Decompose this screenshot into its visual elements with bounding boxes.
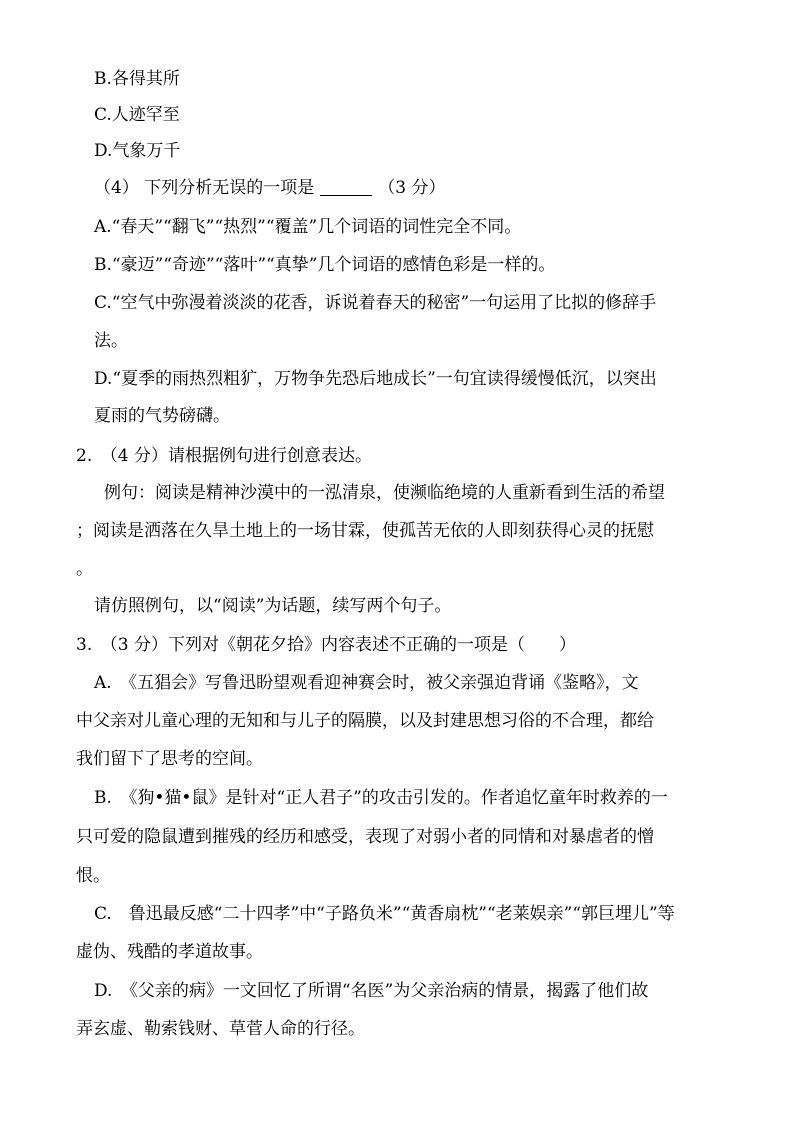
q3-option-d-line2: 弄玄虚、勒索钱财、草菅人命的行径。 (76, 1019, 365, 1039)
q1-option-b: B.各得其所 (94, 69, 180, 89)
q3-option-a-line3: 我们留下了思考的空间。 (76, 749, 263, 769)
q1-sub4-option-a: A.“春天”“翻飞”“热烈”“覆盖”几个词语的词性完全不同。 (94, 217, 522, 237)
q3-option-c-line1: C. 鲁迅最反感“二十四孝”中“子路负米”“黄香扇枕”“老莱娱亲”“郭巨埋儿”等 (94, 904, 675, 924)
q2-header: 2. （4 分）请根据例句进行创意表达。 (76, 446, 372, 466)
q2-instruction: 请仿照例句，以“阅读”为话题，续写两个句子。 (94, 596, 452, 616)
q1-option-d: D.气象万千 (94, 141, 181, 161)
q3-option-a-line2: 中父亲对儿童心理的无知和与儿子的隔膜，以及封建思想习俗的不合理，都给 (76, 711, 654, 731)
q2-example-line1: 例句：阅读是精神沙漠中的一泓清泉，使濒临绝境的人重新看到生活的希望 (104, 483, 665, 503)
answer-blank (320, 179, 372, 196)
q1-option-c: C.人迹罕至 (94, 105, 180, 125)
q3-option-b-line1: B. 《狗•猫•鼠》是针对“正人君子”的攻击引发的。作者追忆童年时救养的一 (94, 788, 668, 808)
q1-sub4-option-d-line2: 夏雨的气势磅礴。 (94, 406, 230, 426)
q1-sub4-prompt-text: （4） 下列分析无误的一项是 (94, 178, 315, 198)
q3-option-b-line3: 恨。 (76, 866, 110, 886)
q1-sub4-points: （3 分） (378, 178, 446, 198)
q2-example-line3: 。 (76, 559, 93, 579)
q3-option-c-line2: 虚伪、残酷的孝道故事。 (76, 942, 263, 962)
q1-sub4-prompt (94, 176, 445, 200)
q1-sub4-option-c-line2: 法。 (94, 331, 128, 351)
q1-sub4-option-c-line1: C.“空气中弥漫着淡淡的花香，诉说着春天的秘密”一句运用了比拟的修辞手 (94, 293, 657, 313)
q3-option-b-line2: 只可爱的隐鼠遭到摧残的经历和感受，表现了对弱小者的同情和对暴虐者的憎 (76, 827, 654, 847)
q1-sub4-option-d-line1: D.“夏季的雨热烈粗犷，万物争先恐后地成长”一句宜读得缓慢低沉，以突出 (94, 369, 657, 389)
q3-header: 3. （3 分）下列对《朝花夕拾》内容表述不正确的一项是（ ） (76, 635, 576, 655)
q2-example-line2: ；阅读是洒落在久旱土地上的一场甘霖，使孤苦无依的人即刻获得心灵的抚慰 (76, 521, 654, 541)
q3-option-d-line1: D. 《父亲的病》一文回忆了所谓“名医”为父亲治病的情景，揭露了他们故 (94, 981, 649, 1001)
q3-option-a-line1: A. 《五猖会》写鲁迅盼望观看迎神赛会时，被父亲强迫背诵《鉴略》，文 (94, 673, 639, 693)
q1-sub4-option-b: B.“豪迈”“奇迹”“落叶”“真挚”几个词语的感情色彩是一样的。 (94, 255, 556, 275)
